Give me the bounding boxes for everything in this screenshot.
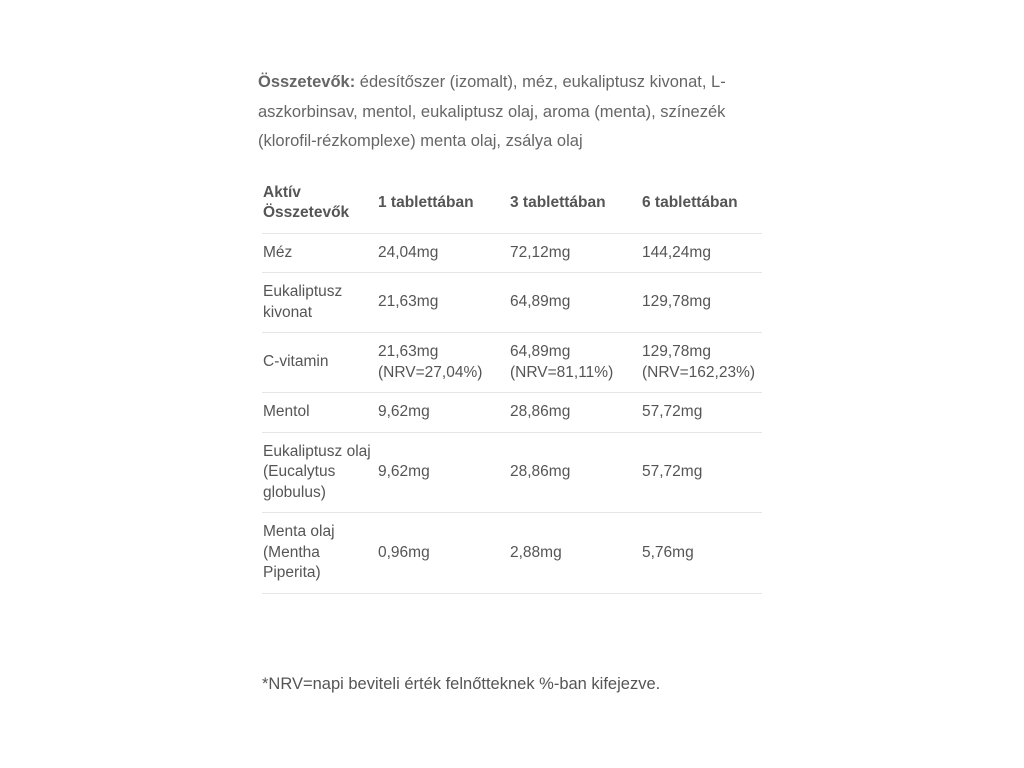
cell-6-tablets: 57,72mg	[641, 393, 762, 433]
table-header-row	[262, 183, 762, 234]
table-row	[262, 273, 762, 333]
cell-6-tablets: 144,24mg	[641, 233, 762, 273]
header-3-tablets: 3 tablettában	[509, 183, 641, 234]
cell-ingredient: C-vitamin	[262, 333, 377, 393]
cell-3-tablets: 64,89mg	[509, 273, 641, 333]
cell-ingredient: Menta olaj (Mentha Piperita)	[262, 513, 377, 594]
table-row	[262, 393, 762, 433]
header-1-tablet: 1 tablettában	[377, 183, 509, 234]
cell-3-tablets: 28,86mg	[509, 432, 641, 513]
ingredients-paragraph	[258, 68, 758, 157]
ingredients-label: Összetevők:	[258, 73, 356, 91]
cell-ingredient: Eukaliptusz olaj (Eucalytus globulus)	[262, 432, 377, 513]
cell-6-tablets: 57,72mg	[641, 432, 762, 513]
product-content	[258, 68, 768, 594]
header-ingredient: Aktív Összetevők	[262, 183, 377, 234]
cell-ingredient: Méz	[262, 233, 377, 273]
cell-6-tablets: 129,78mg	[641, 273, 762, 333]
table-row	[262, 233, 762, 273]
cell-1-tablet: 9,62mg	[377, 432, 509, 513]
cell-1-tablet: 9,62mg	[377, 393, 509, 433]
cell-1-tablet: 21,63mg	[377, 273, 509, 333]
cell-3-tablets: 2,88mg	[509, 513, 641, 594]
nrv-footnote: *NRV=napi beviteli érték felnőtteknek %-ban kifejezve.	[262, 675, 661, 693]
header-6-tablets: 6 tablettában	[641, 183, 762, 234]
cell-ingredient: Mentol	[262, 393, 377, 433]
cell-6-tablets: 5,76mg	[641, 513, 762, 594]
cell-1-tablet: 24,04mg	[377, 233, 509, 273]
cell-3-tablets: 28,86mg	[509, 393, 641, 433]
cell-ingredient: Eukaliptusz kivonat	[262, 273, 377, 333]
table-row	[262, 513, 762, 594]
cell-6-tablets: 129,78mg (NRV=162,23%)	[641, 333, 762, 393]
active-ingredients-table	[262, 183, 762, 594]
cell-1-tablet: 0,96mg	[377, 513, 509, 594]
table-row	[262, 333, 762, 393]
cell-3-tablets: 64,89mg (NRV=81,11%)	[509, 333, 641, 393]
cell-3-tablets: 72,12mg	[509, 233, 641, 273]
table-row	[262, 432, 762, 513]
ingredients-text: édesítőszer (izomalt), méz, eukaliptusz kivonat, L-aszkorbinsav, mentol, eukaliptusz olaj, aroma (menta), színezék (klorofil-rézkomplexe) menta olaj, zsálya olaj	[258, 73, 726, 150]
cell-1-tablet: 21,63mg (NRV=27,04%)	[377, 333, 509, 393]
